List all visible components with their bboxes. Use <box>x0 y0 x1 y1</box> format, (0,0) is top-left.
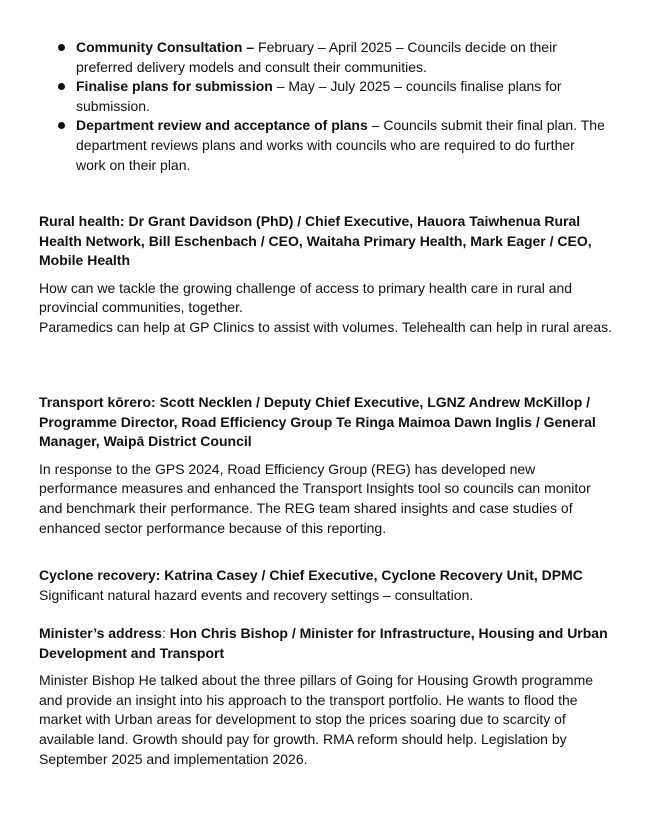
transport-section <box>39 393 614 538</box>
bullet-item <box>0 116 645 175</box>
timeline-bullet-list <box>0 38 645 175</box>
cyclone-section <box>39 566 614 605</box>
bullet-bold: Department review and acceptance of plans <box>76 117 368 134</box>
rural-health-heading: Rural health: Dr Grant Davidson (PhD) / Chief Executive, Hauora Taiwhenua Rural Health Network, Bill Eschenbach / CEO, Waitaha Primary Health, Mark Eager / CEO, Mobile Health <box>39 213 592 269</box>
minister-heading-separator: : <box>161 625 170 641</box>
cyclone-heading: Cyclone recovery: Katrina Casey / Chief Executive, Cyclone Recovery Unit, DPMC <box>39 567 583 583</box>
bullet-text: – Councils submit their final plan. The department reviews plans and works with councils who are required to do further work on their plan. <box>76 117 605 173</box>
bullet-item <box>0 38 645 77</box>
minister-heading-rest: Hon Chris Bishop / Minister for Infrastructure, Housing and Urban Development and Transport <box>39 625 608 661</box>
minister-section <box>39 624 614 769</box>
rural-health-paragraph-2: Paramedics can help at GP Clinics to assist with volumes. Telehealth can help in rural areas. <box>39 318 612 335</box>
rural-health-section <box>39 212 614 338</box>
minister-heading-label: Minister’s address <box>39 625 162 641</box>
bullet-bold: Community Consultation – <box>76 39 255 55</box>
transport-paragraph: In response to the GPS 2024, Road Efficiency Group (REG) has developed new performance measures and enhanced the Transport Insights tool so councils can monitor and benchmark their performance. The REG team shared insights and case studies of enhanced sector performance because of this reporting. <box>39 460 591 536</box>
cyclone-paragraph: Significant natural hazard events and recovery settings – consultation. <box>39 586 474 603</box>
rural-health-paragraph-1: How can we tackle the growing challenge of access to primary health care in rural and provincial communities, together. <box>39 279 573 316</box>
bullet-bold: Finalise plans for submission <box>76 78 273 95</box>
bullet-item <box>0 77 645 116</box>
bullet-text: February – April 2025 – Councils decide on their preferred delivery models and consult their communities. <box>76 39 557 75</box>
bullet-text: – May – July 2025 – councils finalise plans for submission. <box>76 78 562 114</box>
minister-heading <box>39 624 614 663</box>
minister-paragraph: Minister Bishop He talked about the three pillars of Going for Housing Growth programme and provide an insight into his approach to the transport portfolio. He wants to flood the market with Urban areas for development to stop the prices soaring due to scarcity of available land. Growth should pay for growth. RMA reform should help. Legislation by September 2025 and implementation 2026. <box>39 672 594 767</box>
transport-heading: Transport kōrero: Scott Necklen / Deputy Chief Executive, LGNZ Andrew McKillop / Programme Director, Road Efficiency Group Te Ringa Maimoa Dawn Inglis / General Manager, Waipā District Council <box>39 394 596 450</box>
